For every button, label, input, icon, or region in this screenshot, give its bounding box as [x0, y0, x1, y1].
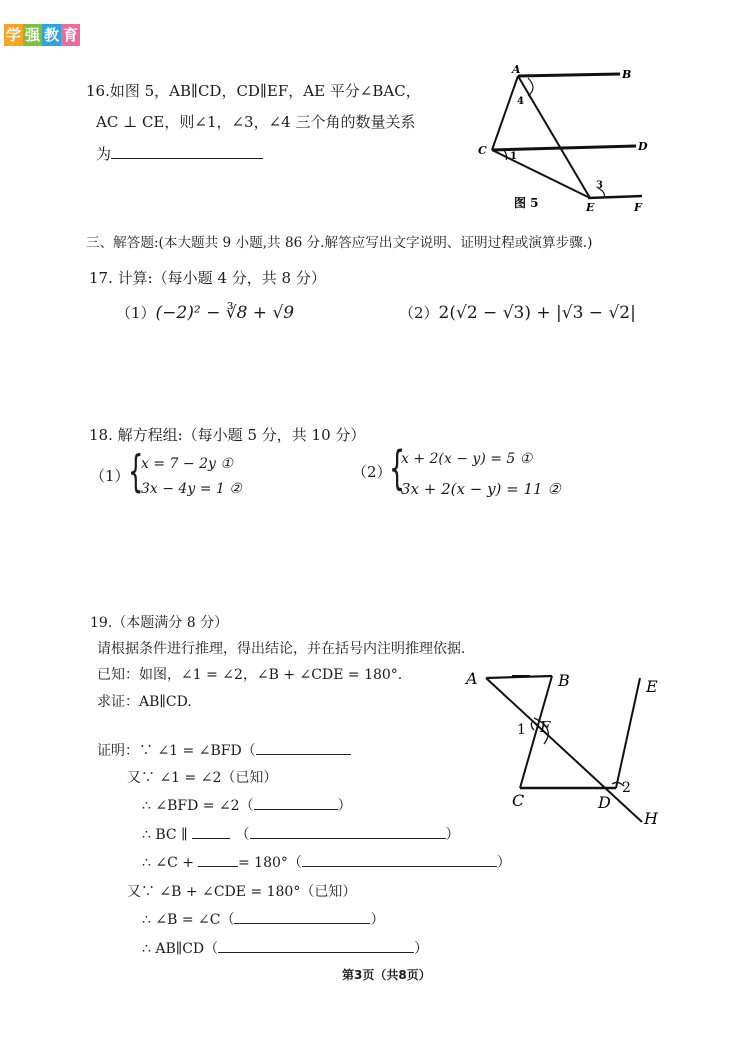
q18-p2-brace: { [389, 441, 406, 495]
fig19-label-d: D [598, 793, 611, 812]
q16-line3 [96, 143, 263, 164]
q16-line2: AC ⊥ CE，则∠1，∠3，∠4 三个角的数量关系 [96, 113, 416, 131]
q18-p1-label: （1） [90, 467, 130, 485]
proof-8-close: ） [414, 941, 429, 957]
fig5-angle-1: 1 [510, 151, 517, 162]
q19-proof-line-5 [142, 852, 511, 872]
q16-line1: 16.如图 5，AB∥CD，CD∥EF，AE 平分∠BAC， [86, 82, 421, 100]
proof-7-close: ） [370, 912, 385, 928]
q17-p1-label: （1） [116, 304, 156, 322]
brand-logo [4, 24, 80, 46]
fig19-label-c: C [512, 791, 525, 810]
fig5-label-c: C [478, 144, 487, 157]
q19-proof-line-2 [127, 767, 277, 787]
proof-5-text: ∴ ∠C + [142, 855, 194, 871]
q18-p2-eq2: 3x + 2(x − y) = 11 ② [401, 480, 561, 498]
q18-p1-brace: { [128, 446, 144, 497]
proof-3-close: ） [337, 798, 352, 814]
logo-char-3: 教 [43, 26, 59, 44]
fig19-label-b: B [558, 671, 570, 690]
fig19-label-e: E [646, 677, 658, 696]
q17-p2-label: （2） [399, 304, 439, 322]
q16-answer-blank[interactable] [111, 144, 263, 159]
proof-1-text: 证明：∵ ∠1 = ∠BFD（ [97, 743, 256, 759]
q19-proof-line-8 [142, 938, 428, 958]
proof-8-text: ∴ AB∥CD（ [142, 941, 219, 957]
fig5-angle-3: 3 [596, 180, 603, 191]
q19-proof-line-3 [142, 795, 352, 815]
proof-5-mid: = 180°（ [237, 855, 302, 871]
fig19-label-1: 1 [517, 722, 526, 738]
proof-4-open: （ [235, 827, 250, 843]
proof-3-blank[interactable] [254, 795, 338, 810]
figure-5 [470, 58, 670, 218]
fig19-label-2: 2 [622, 780, 631, 796]
q19-proof-line-1 [97, 740, 351, 760]
q18-p2-label: （2） [352, 463, 392, 481]
proof-7-text: ∴ ∠B = ∠C（ [142, 912, 235, 928]
q18-p2-eq1: x + 2(x − y) = 5 ① [401, 451, 533, 467]
proof-4-close: ） [445, 827, 460, 843]
fig5-label-f: F [634, 201, 642, 214]
proof-4-text: ∴ BC ∥ [142, 827, 188, 843]
proof-4-blank-a[interactable] [192, 824, 230, 839]
proof-5-blank-b[interactable] [302, 852, 497, 867]
proof-1-blank[interactable] [256, 740, 351, 755]
q17-part1 [116, 302, 294, 323]
proof-4-blank-b[interactable] [250, 824, 446, 839]
fig19-label-a: A [466, 669, 478, 688]
q18-title: 18. 解方程组:（每小题 5 分，共 10 分） [89, 426, 366, 444]
fig5-caption: 图 5 [514, 196, 539, 210]
fig5-angle-4: 4 [517, 96, 524, 107]
q17-p1-expr: (−2)² − ∛8 + √9 [155, 303, 295, 323]
q17-title: 17. 计算:（每小题 4 分，共 8 分） [89, 269, 326, 287]
q19-intro: 请根据条件进行推理，得出结论，并在括号内注明推理依据. [97, 641, 466, 657]
proof-6-text: 又∵ ∠B + ∠CDE = 180°（已知） [127, 884, 357, 900]
q19-given: 已知：如图，∠1 = ∠2，∠B + ∠CDE = 180°. [97, 667, 403, 683]
fig5-label-d: D [638, 140, 648, 153]
q19-prove: 求证：AB∥CD. [97, 694, 192, 710]
q19-proof-line-7 [142, 909, 384, 929]
proof-2-text: 又∵ ∠1 = ∠2（已知） [127, 770, 278, 786]
page-footer: 第3页（共8页） [342, 968, 431, 982]
q19-title: 19.（本题满分 8 分） [90, 615, 229, 631]
q19-figure [460, 666, 670, 831]
q16-answer-prefix: 为 [96, 145, 112, 163]
proof-5-close: ） [496, 855, 511, 871]
logo-char-1: 学 [5, 26, 21, 44]
q17-p2-expr: 2(√2 − √3) + |√3 − √2| [438, 303, 636, 323]
logo-char-2: 强 [24, 26, 40, 44]
proof-7-blank[interactable] [234, 909, 370, 924]
fig5-label-e: E [586, 201, 595, 214]
proof-8-blank[interactable] [218, 938, 414, 953]
proof-5-blank-a[interactable] [198, 852, 238, 867]
fig5-label-b: B [622, 68, 632, 81]
q19-proof-line-4 [142, 824, 460, 844]
proof-3-text: ∴ ∠BFD = ∠2（ [142, 798, 254, 814]
fig19-label-f: F [540, 718, 551, 736]
q18-p1-eq1: x = 7 − 2y ① [141, 456, 233, 472]
q18-p1-eq2: 3x − 4y = 1 ② [141, 481, 242, 497]
logo-char-4: 育 [62, 26, 78, 44]
section-3-heading: 三、解答题:(本大题共 9 小题,共 86 分.解答应写出文字说明、证明过程或演算步骤.) [86, 235, 593, 251]
fig19-label-h: H [644, 809, 658, 828]
q17-part2 [399, 302, 636, 323]
fig5-label-a: A [512, 63, 521, 76]
q19-proof-line-6 [127, 881, 356, 901]
